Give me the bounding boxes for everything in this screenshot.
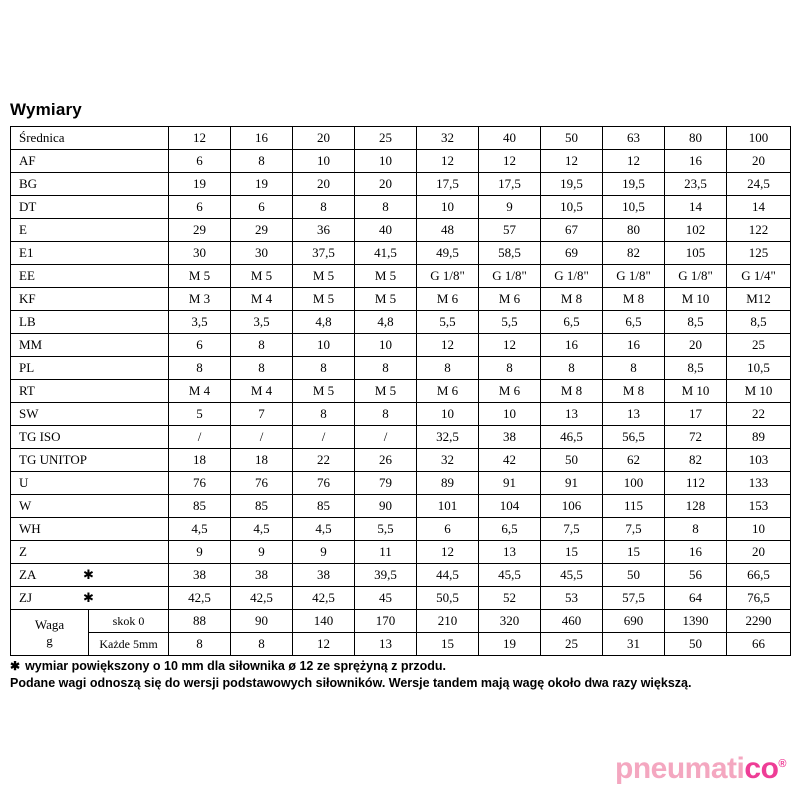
row-label: DT <box>11 196 169 219</box>
table-cell: 460 <box>541 610 603 633</box>
table-cell: 89 <box>727 426 791 449</box>
table-cell: M 10 <box>665 380 727 403</box>
table-cell: 37,5 <box>293 242 355 265</box>
row-label: PL <box>11 357 169 380</box>
table-cell: 104 <box>479 495 541 518</box>
table-row <box>11 495 791 518</box>
table-row <box>11 265 791 288</box>
table-cell: 17,5 <box>417 173 479 196</box>
table-cell: 85 <box>169 495 231 518</box>
table-cell: 85 <box>293 495 355 518</box>
table-cell: 19 <box>479 633 541 656</box>
table-cell: 8 <box>231 334 293 357</box>
table-cell: 12 <box>541 150 603 173</box>
table-cell: 18 <box>231 449 293 472</box>
table-cell: 122 <box>727 219 791 242</box>
table-row <box>11 219 791 242</box>
table-cell: 20 <box>727 150 791 173</box>
table-cell: 8 <box>169 633 231 656</box>
table-cell: M 6 <box>417 288 479 311</box>
table-row <box>11 173 791 196</box>
table-cell: M 5 <box>293 380 355 403</box>
table-cell: M 4 <box>231 380 293 403</box>
table-cell: M 10 <box>665 288 727 311</box>
table-row <box>11 518 791 541</box>
table-row-weight <box>11 610 791 633</box>
table-cell: 5,5 <box>355 518 417 541</box>
table-cell: 42,5 <box>169 587 231 610</box>
table-cell: G 1/8" <box>541 265 603 288</box>
table-cell: 4,5 <box>169 518 231 541</box>
table-cell: 76 <box>231 472 293 495</box>
table-row <box>11 449 791 472</box>
table-cell: 6,5 <box>541 311 603 334</box>
table-cell: 16 <box>231 127 293 150</box>
row-label: AF <box>11 150 169 173</box>
table-cell: 8 <box>355 357 417 380</box>
table-cell: 100 <box>603 472 665 495</box>
table-cell: 79 <box>355 472 417 495</box>
table-cell: 91 <box>541 472 603 495</box>
table-cell: 19 <box>169 173 231 196</box>
table-cell: 72 <box>665 426 727 449</box>
table-cell: 6,5 <box>603 311 665 334</box>
table-cell: G 1/8" <box>665 265 727 288</box>
table-cell: 80 <box>665 127 727 150</box>
table-cell: 80 <box>603 219 665 242</box>
table-cell: 10 <box>479 403 541 426</box>
table-cell: 90 <box>355 495 417 518</box>
logo-text-part1: pneumati <box>615 752 745 785</box>
table-cell: 17 <box>665 403 727 426</box>
table-cell: 15 <box>541 541 603 564</box>
table-cell: 3,5 <box>231 311 293 334</box>
table-row <box>11 334 791 357</box>
table-cell: 16 <box>541 334 603 357</box>
row-label: EE <box>11 265 169 288</box>
table-cell: M 3 <box>169 288 231 311</box>
table-row <box>11 127 791 150</box>
table-cell: 12 <box>169 127 231 150</box>
table-cell: 29 <box>231 219 293 242</box>
table-cell: 5,5 <box>417 311 479 334</box>
logo-text-part2: c <box>744 752 761 785</box>
row-label: SW <box>11 403 169 426</box>
table-cell: 128 <box>665 495 727 518</box>
table-cell: M 4 <box>169 380 231 403</box>
table-row <box>11 357 791 380</box>
table-cell: 14 <box>665 196 727 219</box>
table-cell: M 5 <box>355 380 417 403</box>
table-cell: G 1/8" <box>417 265 479 288</box>
table-cell: M 8 <box>541 288 603 311</box>
row-label: BG <box>11 173 169 196</box>
table-cell: 25 <box>541 633 603 656</box>
table-cell: 38 <box>293 564 355 587</box>
table-cell: / <box>293 426 355 449</box>
table-cell: / <box>355 426 417 449</box>
table-cell: 18 <box>169 449 231 472</box>
table-cell: 115 <box>603 495 665 518</box>
table-cell: 20 <box>355 173 417 196</box>
table-cell: 40 <box>479 127 541 150</box>
star-icon: ✱ <box>83 590 94 605</box>
table-cell: 45,5 <box>479 564 541 587</box>
table-cell: 50 <box>603 564 665 587</box>
table-cell: M 8 <box>541 380 603 403</box>
table-cell: 8 <box>293 196 355 219</box>
table-cell: 30 <box>231 242 293 265</box>
table-cell: 9 <box>293 541 355 564</box>
table-cell: 16 <box>665 150 727 173</box>
table-cell: 320 <box>479 610 541 633</box>
table-cell: 9 <box>169 541 231 564</box>
row-label: E1 <box>11 242 169 265</box>
table-cell: 62 <box>603 449 665 472</box>
table-cell: 8 <box>293 357 355 380</box>
table-cell: 7,5 <box>603 518 665 541</box>
table-cell: 8,5 <box>665 357 727 380</box>
row-label: Średnica <box>11 127 169 150</box>
table-cell: 24,5 <box>727 173 791 196</box>
table-cell: 49,5 <box>417 242 479 265</box>
star-icon: ✱ <box>83 567 94 582</box>
table-cell: 210 <box>417 610 479 633</box>
table-cell: 30 <box>169 242 231 265</box>
table-cell: M 6 <box>479 380 541 403</box>
pneumatico-logo <box>615 752 786 786</box>
table-cell: 76,5 <box>727 587 791 610</box>
table-cell: 6 <box>417 518 479 541</box>
table-cell: 42 <box>479 449 541 472</box>
table-cell: 48 <box>417 219 479 242</box>
table-cell: 10 <box>417 196 479 219</box>
row-label: W <box>11 495 169 518</box>
table-cell: 56 <box>665 564 727 587</box>
table-cell: 8 <box>293 403 355 426</box>
logo-text-part3: o <box>760 752 779 785</box>
table-cell: 140 <box>293 610 355 633</box>
table-cell: 6 <box>231 196 293 219</box>
table-cell: G 1/8" <box>603 265 665 288</box>
table-row <box>11 564 791 587</box>
row-label: ZA ✱ <box>11 564 169 587</box>
table-cell: M 5 <box>355 265 417 288</box>
table-row <box>11 242 791 265</box>
table-cell: 38 <box>231 564 293 587</box>
table-cell: 67 <box>541 219 603 242</box>
table-row <box>11 150 791 173</box>
dimensions-table <box>10 126 791 656</box>
table-cell: 2290 <box>727 610 791 633</box>
table-cell: 82 <box>603 242 665 265</box>
table-cell: 10 <box>293 334 355 357</box>
table-row <box>11 587 791 610</box>
table-row <box>11 403 791 426</box>
table-cell: 12 <box>417 541 479 564</box>
table-cell: 7 <box>231 403 293 426</box>
row-label: TG ISO <box>11 426 169 449</box>
table-cell: 106 <box>541 495 603 518</box>
table-cell: 45,5 <box>541 564 603 587</box>
table-cell: 20 <box>293 127 355 150</box>
table-row <box>11 472 791 495</box>
table-cell: 8 <box>355 196 417 219</box>
table-cell: 58,5 <box>479 242 541 265</box>
table-cell: M12 <box>727 288 791 311</box>
table-cell: M 5 <box>169 265 231 288</box>
table-cell: 57,5 <box>603 587 665 610</box>
table-cell: 8 <box>479 357 541 380</box>
table-cell: M 5 <box>231 265 293 288</box>
table-cell: 12 <box>479 150 541 173</box>
table-cell: 20 <box>293 173 355 196</box>
footnote-weights: Podane wagi odnoszą się do wersji podstawowych siłowników. Wersje tandem mają wagę około dwa razy większą. <box>10 676 692 690</box>
table-cell: 10 <box>355 150 417 173</box>
table-cell: 38 <box>479 426 541 449</box>
table-cell: 101 <box>417 495 479 518</box>
table-cell: 8,5 <box>727 311 791 334</box>
table-cell: 25 <box>355 127 417 150</box>
table-cell: M 10 <box>727 380 791 403</box>
table-cell: 25 <box>727 334 791 357</box>
table-cell: 8 <box>231 633 293 656</box>
table-cell: 57 <box>479 219 541 242</box>
table-cell: 76 <box>169 472 231 495</box>
table-cell: 12 <box>479 334 541 357</box>
table-cell: 19 <box>231 173 293 196</box>
table-cell: 112 <box>665 472 727 495</box>
table-cell: 8 <box>603 357 665 380</box>
page-title: Wymiary <box>10 100 82 119</box>
table-cell: 52 <box>479 587 541 610</box>
table-cell: 22 <box>727 403 791 426</box>
table-row <box>11 196 791 219</box>
weight-sub-label: skok 0 <box>89 610 169 633</box>
table-cell: 8,5 <box>665 311 727 334</box>
footnotes <box>10 658 800 692</box>
row-label: KF <box>11 288 169 311</box>
table-cell: 6 <box>169 334 231 357</box>
table-cell: 82 <box>665 449 727 472</box>
table-cell: 12 <box>417 334 479 357</box>
table-row <box>11 541 791 564</box>
table-cell: 4,8 <box>355 311 417 334</box>
table-cell: 32 <box>417 449 479 472</box>
table-row <box>11 426 791 449</box>
table-cell: 9 <box>231 541 293 564</box>
table-row <box>11 380 791 403</box>
table-cell: 11 <box>355 541 417 564</box>
table-cell: 4,5 <box>231 518 293 541</box>
table-cell: 16 <box>603 334 665 357</box>
table-cell: / <box>169 426 231 449</box>
table-cell: 69 <box>541 242 603 265</box>
table-cell: 32,5 <box>417 426 479 449</box>
table-cell: 6,5 <box>479 518 541 541</box>
table-cell: 125 <box>727 242 791 265</box>
table-cell: 103 <box>727 449 791 472</box>
table-cell: M 6 <box>417 380 479 403</box>
table-cell: 10,5 <box>727 357 791 380</box>
table-cell: G 1/8" <box>479 265 541 288</box>
table-cell: 8 <box>231 150 293 173</box>
table-cell: 26 <box>355 449 417 472</box>
table-cell: 10,5 <box>603 196 665 219</box>
table-cell: 13 <box>355 633 417 656</box>
table-cell: 1390 <box>665 610 727 633</box>
table-cell: 6 <box>169 196 231 219</box>
table-cell: M 6 <box>479 288 541 311</box>
row-label: ZJ ✱ <box>11 587 169 610</box>
row-label: LB <box>11 311 169 334</box>
table-cell: 76 <box>293 472 355 495</box>
table-cell: 10 <box>727 518 791 541</box>
table-cell: 4,8 <box>293 311 355 334</box>
table-row-weight <box>11 633 791 656</box>
table-cell: 20 <box>665 334 727 357</box>
table-cell: 8 <box>417 357 479 380</box>
row-label: E <box>11 219 169 242</box>
table-cell: 46,5 <box>541 426 603 449</box>
table-cell: / <box>231 426 293 449</box>
table-cell: 19,5 <box>603 173 665 196</box>
table-cell: 29 <box>169 219 231 242</box>
table-cell: 42,5 <box>293 587 355 610</box>
table-cell: 22 <box>293 449 355 472</box>
table-cell: 15 <box>603 541 665 564</box>
table-cell: 690 <box>603 610 665 633</box>
table-cell: 10,5 <box>541 196 603 219</box>
footnote-star: ✱ wymiar powiększony o 10 mm dla siłownika ø 12 ze sprężyną z przodu. <box>10 658 800 675</box>
table-cell: 31 <box>603 633 665 656</box>
table-cell: 12 <box>293 633 355 656</box>
table-cell: M 5 <box>293 265 355 288</box>
table-cell: 45 <box>355 587 417 610</box>
table-cell: 66,5 <box>727 564 791 587</box>
table-cell: 16 <box>665 541 727 564</box>
table-cell: 153 <box>727 495 791 518</box>
table-cell: 90 <box>231 610 293 633</box>
table-cell: 64 <box>665 587 727 610</box>
table-cell: 41,5 <box>355 242 417 265</box>
table-cell: 10 <box>293 150 355 173</box>
table-cell: 63 <box>603 127 665 150</box>
table-cell: 66 <box>727 633 791 656</box>
table-cell: M 5 <box>355 288 417 311</box>
table-cell: 12 <box>603 150 665 173</box>
table-cell: 85 <box>231 495 293 518</box>
table-cell: M 8 <box>603 288 665 311</box>
dimensions-table-body <box>11 127 791 656</box>
table-cell: 8 <box>169 357 231 380</box>
table-cell: 8 <box>541 357 603 380</box>
table-cell: 9 <box>479 196 541 219</box>
table-cell: 14 <box>727 196 791 219</box>
table-cell: 39,5 <box>355 564 417 587</box>
table-cell: 89 <box>417 472 479 495</box>
table-cell: 17,5 <box>479 173 541 196</box>
table-cell: 3,5 <box>169 311 231 334</box>
table-cell: 170 <box>355 610 417 633</box>
table-cell: 44,5 <box>417 564 479 587</box>
table-row <box>11 288 791 311</box>
table-cell: 53 <box>541 587 603 610</box>
table-cell: 6 <box>169 150 231 173</box>
table-cell: 8 <box>231 357 293 380</box>
table-row <box>11 311 791 334</box>
table-cell: 102 <box>665 219 727 242</box>
table-cell: M 8 <box>603 380 665 403</box>
table-cell: 32 <box>417 127 479 150</box>
table-cell: 13 <box>541 403 603 426</box>
table-cell: 36 <box>293 219 355 242</box>
table-cell: 38 <box>169 564 231 587</box>
table-cell: 15 <box>417 633 479 656</box>
row-label: Z <box>11 541 169 564</box>
weight-sub-label: Każde 5mm <box>89 633 169 656</box>
table-cell: 10 <box>355 334 417 357</box>
table-cell: 5,5 <box>479 311 541 334</box>
table-cell: 10 <box>417 403 479 426</box>
table-cell: 88 <box>169 610 231 633</box>
table-cell: 8 <box>355 403 417 426</box>
table-cell: 56,5 <box>603 426 665 449</box>
row-label: TG UNITOP <box>11 449 169 472</box>
table-cell: 5 <box>169 403 231 426</box>
table-cell: 42,5 <box>231 587 293 610</box>
table-cell: 133 <box>727 472 791 495</box>
logo-registered-mark: ® <box>778 758 786 770</box>
table-cell: 19,5 <box>541 173 603 196</box>
weight-label: Waga g <box>11 610 89 656</box>
table-cell: 105 <box>665 242 727 265</box>
row-label: RT <box>11 380 169 403</box>
table-cell: M 5 <box>293 288 355 311</box>
table-cell: 4,5 <box>293 518 355 541</box>
table-cell: 23,5 <box>665 173 727 196</box>
table-cell: 50,5 <box>417 587 479 610</box>
row-label: U <box>11 472 169 495</box>
table-cell: 50 <box>541 449 603 472</box>
table-cell: 20 <box>727 541 791 564</box>
table-cell: 12 <box>417 150 479 173</box>
table-cell: M 4 <box>231 288 293 311</box>
table-cell: 91 <box>479 472 541 495</box>
table-cell: 13 <box>603 403 665 426</box>
table-cell: G 1/4" <box>727 265 791 288</box>
table-cell: 100 <box>727 127 791 150</box>
table-cell: 7,5 <box>541 518 603 541</box>
table-cell: 8 <box>665 518 727 541</box>
table-cell: 50 <box>541 127 603 150</box>
row-label: WH <box>11 518 169 541</box>
row-label: MM <box>11 334 169 357</box>
table-cell: 13 <box>479 541 541 564</box>
table-cell: 40 <box>355 219 417 242</box>
table-cell: 50 <box>665 633 727 656</box>
